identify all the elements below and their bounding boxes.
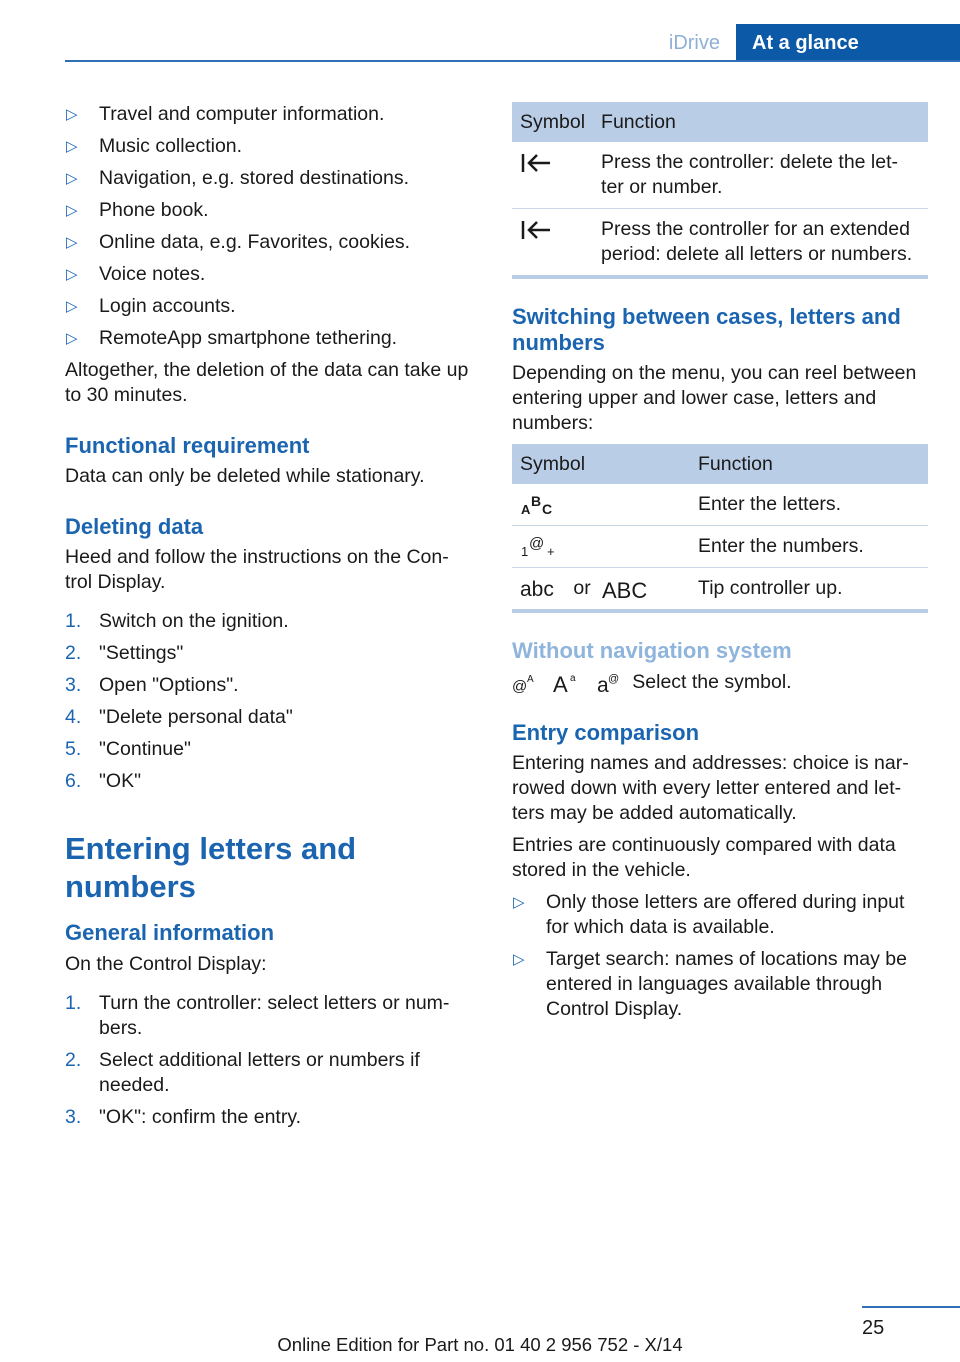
table-row: A B C Enter the letters.: [512, 484, 928, 526]
heading-functional-requirement: Functional requirement: [65, 433, 310, 458]
lowercase-abc-icon: [520, 577, 562, 601]
backspace-icon: [520, 219, 552, 241]
general-information-text: On the Control Display:: [65, 953, 267, 975]
svg-text:C: C: [542, 500, 553, 517]
heading-general-information: General information: [65, 920, 275, 945]
at-sign-a-icon: [512, 671, 542, 695]
svg-text:1: 1: [521, 543, 529, 559]
svg-text:abc: abc: [520, 577, 554, 601]
footer-rule: [862, 1306, 960, 1308]
heading-switching-cases: Switching between cases, letters and numbers: [512, 304, 901, 355]
heading-entry-comparison: Entry comparison: [512, 720, 700, 745]
list-item: 4. "Delete personal data": [65, 706, 293, 728]
delete-symbols-table: [512, 102, 928, 275]
entry-comparison-list: [512, 890, 928, 1022]
svg-text:a: a: [570, 672, 576, 684]
or-label: or: [573, 577, 591, 599]
list-item: 3. Open "Options".: [65, 674, 239, 696]
triangle-bullet-icon: ▷: [513, 894, 525, 911]
heading-without-navigation: Without navigation system: [512, 638, 792, 663]
list-item: ▷ Travel and computer information.: [66, 103, 385, 125]
right-column: [512, 102, 928, 1029]
entry-comparison-text-2: Entries are continuously compared with data stored in the vehicle.: [512, 834, 896, 881]
list-item: ▷ Voice notes.: [66, 263, 206, 285]
table-row: 1 @ + Enter the numbers.: [512, 526, 928, 568]
triangle-bullet-icon: ▷: [66, 106, 78, 123]
list-item: ▷ Phone book.: [66, 199, 209, 221]
list-item: ▷ Navigation, e.g. stored destinations.: [66, 167, 410, 189]
list-item: ▷ Music collection.: [66, 135, 243, 157]
uppercase-abc-icon: [602, 577, 650, 601]
svg-text:@: @: [512, 677, 528, 695]
svg-text:+: +: [547, 543, 555, 559]
page-number: 25: [862, 1317, 885, 1339]
list-item: 6. "OK": [65, 770, 142, 792]
lowercase-a-at-icon: [597, 671, 625, 695]
svg-text:a: a: [596, 673, 609, 695]
list-item: 3. "OK": confirm the entry.: [65, 1106, 302, 1128]
triangle-bullet-icon: ▷: [66, 170, 78, 187]
data-categories-list: [65, 102, 480, 351]
switching-cases-text: Depending on the menu, you can reel between entering upper and lower case, letters and numbers:: [512, 362, 917, 434]
header-section-title: iDrive: [668, 32, 720, 54]
list-item: ▷ Login accounts.: [66, 295, 236, 317]
entry-comparison-text: Entering names and addresses: choice is nar- rowed down with every letter entered and let- ters may be added automatically.: [512, 752, 909, 824]
table-header-function: Function: [690, 444, 928, 484]
backspace-icon: [520, 152, 552, 174]
edition-footer: Online Edition for Part no. 01 40 2 956 752 - X/14: [277, 1334, 683, 1355]
list-item: 1. Turn the controller: select letters or num- bers.: [65, 992, 450, 1039]
table-bottom-rule: [512, 275, 928, 279]
list-item: 5. "Continue": [65, 738, 191, 760]
svg-text:ABC: ABC: [602, 577, 648, 601]
table-header-function: Function: [593, 102, 928, 142]
table-row: Press the controller: delete the let- ter or number.: [512, 142, 928, 209]
heading-entering-letters: Entering letters and numbers: [65, 831, 357, 904]
header-rule: [65, 60, 960, 62]
table-row: Press the controller for an extended period: delete all letters or numbers.: [512, 209, 928, 276]
deletion-duration-note: Altogether, the deletion of the data can take up to 30 minutes.: [65, 359, 469, 406]
header-chapter-tab: At a glance: [736, 24, 960, 62]
triangle-bullet-icon: ▷: [513, 951, 525, 968]
list-item: 2. "Settings": [65, 642, 184, 664]
entering-steps-list: [65, 991, 480, 1130]
svg-text:@: @: [529, 534, 545, 552]
triangle-bullet-icon: ▷: [66, 138, 78, 155]
left-column: [65, 102, 480, 1137]
deleting-steps-list: [65, 609, 480, 794]
triangle-bullet-icon: ▷: [66, 202, 78, 219]
list-item: ▷ Online data, e.g. Favorites, cookies.: [66, 231, 411, 253]
svg-text:A: A: [521, 501, 531, 517]
svg-text:B: B: [531, 492, 542, 509]
table-bottom-rule: [512, 609, 928, 613]
triangle-bullet-icon: ▷: [66, 298, 78, 315]
functional-requirement-text: Data can only be deleted while stationary.: [65, 465, 425, 487]
abc-letters-icon: [520, 493, 556, 517]
triangle-bullet-icon: ▷: [66, 266, 78, 283]
list-item: ▷ Only those letters are offered during input for which data is available.: [513, 891, 905, 938]
table-row: abc or ABC Tip controller up.: [520, 577, 843, 601]
list-item: 2. Select additional letters or numbers if needed.: [65, 1049, 420, 1096]
svg-text:@: @: [607, 672, 620, 685]
list-item: 1. Switch on the ignition.: [65, 610, 289, 632]
triangle-bullet-icon: ▷: [66, 330, 78, 347]
svg-text:A: A: [527, 673, 534, 685]
table-header-symbol: Symbol: [512, 102, 593, 142]
svg-text:A: A: [553, 671, 569, 695]
list-item: ▷ Target search: names of locations may be entered in languages available through Control Display.: [513, 948, 907, 1020]
deleting-data-text: Heed and follow the instructions on the Con- trol Display.: [65, 546, 449, 593]
table-header-symbol: Symbol: [512, 444, 690, 484]
triangle-bullet-icon: ▷: [66, 234, 78, 251]
case-symbols-table: [512, 444, 928, 609]
list-item: ▷ RemoteApp smartphone tethering.: [66, 327, 398, 349]
uppercase-a-icon: [553, 671, 587, 695]
numbers-symbols-icon: [520, 535, 560, 559]
without-navigation-text: @ A A a a @ Select the symbol.: [512, 671, 792, 695]
heading-deleting-data: Deleting data: [65, 514, 204, 539]
